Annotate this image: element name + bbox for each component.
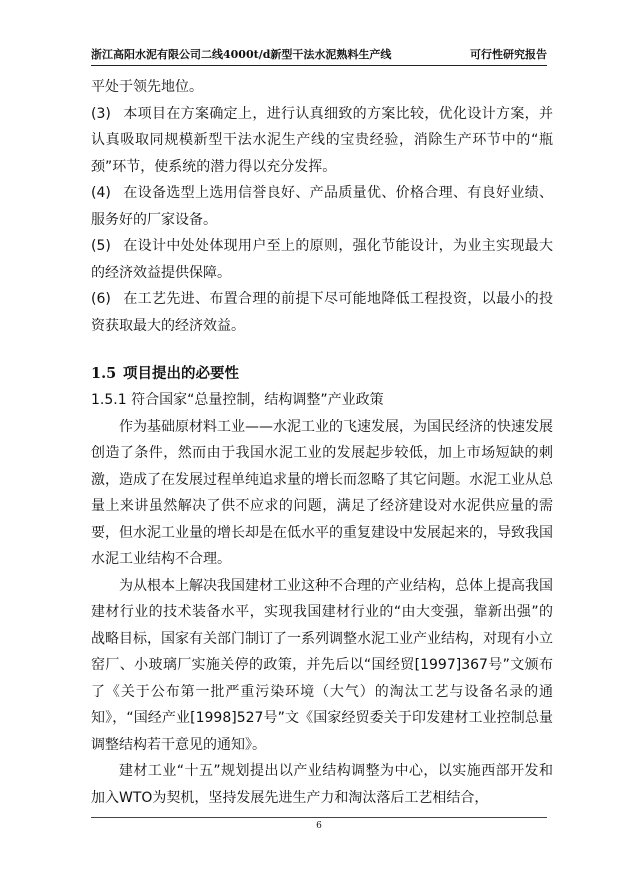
list-item-5 (91, 233, 553, 286)
list-item-number: (3) (91, 105, 111, 122)
section-heading (91, 361, 553, 387)
list-item-text: 在工艺先进、布置合理的前提下尽可能地降低工程投资，以最小的投资获取最大的经济效益。 (91, 291, 553, 334)
subsection-heading: 1.5.1 符合国家“总量控制，结构调整”产业政策 (91, 392, 384, 408)
list-item-text: 本项目在方案确定上，进行认真细致的方案比较，优化设计方案，并认真吸取同规模新型干法水泥生产线的宝贵经验，消除生产环节中的“瓶颈”环节，使系统的潜力得以充分发挥。 (91, 105, 553, 175)
section-number: 1.5 (91, 365, 117, 382)
header-left-title: 浙江高阳水泥有限公司二线4000t/d新型干法水泥熟料生产线 (91, 48, 392, 61)
list-item-6 (91, 286, 553, 339)
list-item-number: (4) (91, 185, 111, 201)
list-item-text: 在设备选型上选用信誉良好、产品质量优、价格合理、有良好业绩、服务好的厂家设备。 (91, 185, 553, 228)
header-right-title: 可行性研究报告 (470, 48, 547, 61)
paragraph-continuation: 平处于领先地位。 (91, 79, 203, 95)
page-number: 6 (316, 821, 322, 831)
list-item-number: (5) (91, 238, 111, 254)
list-item-4 (91, 180, 553, 233)
body-paragraph-3: 建材工业“十五”规划提出以产业结构调整为中心，以实施西部开发和加入WTO为契机，坚持发展先进生产力和淘汰落后工艺相结合， (91, 763, 553, 806)
document-body (91, 74, 553, 811)
section-title: 项目提出的必要性 (123, 365, 239, 382)
list-item-text: 在设计中处处体现用户至上的原则，强化节能设计，为业主实现最大的经济效益提供保障。 (91, 238, 553, 281)
body-paragraph-1: 作为基础原材料工业——水泥工业的飞速发展，为国民经济的快速发展创造了条件，然而由于我国水泥工业的发展起步较低，加上市场短缺的刺激，造成了在发展过程单纯追求量的增长而忽略了其它问题。水泥工业从总量上来讲虽然解决了供不应求的问题，满足了经济建设对水泥供应量的需要，但水泥工业量的增长却是在低水平的重复建设中发展起来的，导致我国水泥工业结构不合理。 (91, 418, 553, 567)
page-footer (91, 817, 547, 831)
page-header (91, 44, 547, 66)
list-item-number: (6) (91, 291, 111, 307)
body-paragraph-2: 为从根本上解决我国建材工业这种不合理的产业结构，总体上提高我国建材行业的技术装备水平，实现我国建材行业的“由大变强，靠新出强”的战略目标，国家有关部门制订了一系列调整水泥工业产业结构，对现有小立窑厂、小玻璃厂实施关停的政策，并先后以“国经贸[1997]367号”文颁布了《关于公布第一批严重污染环境（大气）的淘汰工艺与设备名录的通知》，“国经产业[1998]527号”文《国家经贸委关于印发建材工业控制总量调整结构若干意见的通知》。 (91, 577, 553, 753)
list-item-3 (91, 101, 553, 181)
